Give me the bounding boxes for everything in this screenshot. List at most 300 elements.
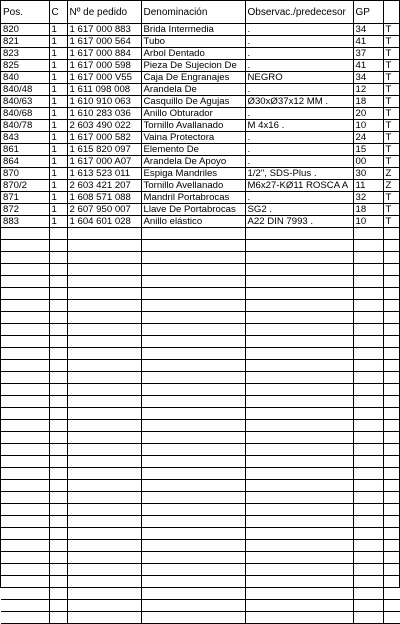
cell-order-number (67, 516, 141, 528)
table-row (1, 108, 400, 120)
cell-order-number: 1 610 910 063 (67, 96, 141, 108)
empty-row (1, 360, 400, 372)
cell-order-number: 2 603 490 022 (67, 120, 141, 132)
cell-notes (245, 372, 353, 384)
cell-c (49, 300, 67, 312)
cell-gp: 34 (353, 24, 383, 36)
cell-name (141, 324, 245, 336)
cell-gp (353, 228, 383, 240)
empty-row (1, 468, 400, 480)
cell-name (141, 408, 245, 420)
cell-pos (1, 456, 49, 468)
empty-row (1, 264, 400, 276)
cell-pos (1, 240, 49, 252)
cell-t: T (383, 132, 400, 144)
cell-c (49, 348, 67, 360)
table-row (1, 36, 400, 48)
cell-name (141, 456, 245, 468)
cell-gp: 18 (353, 96, 383, 108)
cell-gp (353, 528, 383, 540)
cell-c: 1 (49, 60, 67, 72)
cell-name: Mandril Portabrocas (141, 192, 245, 204)
cell-t (383, 384, 400, 396)
empty-row (1, 372, 400, 384)
cell-gp (353, 588, 383, 600)
cell-c (49, 432, 67, 444)
cell-notes (245, 288, 353, 300)
cell-order-number: 2 607 950 007 (67, 204, 141, 216)
table-row (1, 96, 400, 108)
cell-c: 1 (49, 192, 67, 204)
header-t (383, 1, 400, 24)
cell-pos (1, 312, 49, 324)
cell-gp: 12 (353, 84, 383, 96)
cell-pos (1, 420, 49, 432)
cell-notes (245, 276, 353, 288)
cell-c: 1 (49, 24, 67, 36)
cell-notes (245, 444, 353, 456)
cell-order-number (67, 240, 141, 252)
cell-gp (353, 516, 383, 528)
cell-name: Tubo (141, 36, 245, 48)
cell-pos (1, 372, 49, 384)
cell-gp (353, 360, 383, 372)
cell-order-number (67, 612, 141, 624)
cell-t: T (383, 48, 400, 60)
cell-gp: 30 (353, 168, 383, 180)
cell-notes: NEGRO (245, 72, 353, 84)
cell-c (49, 612, 67, 624)
cell-notes (245, 516, 353, 528)
empty-row (1, 336, 400, 348)
cell-t (383, 564, 400, 576)
cell-gp (353, 288, 383, 300)
cell-gp: 32 (353, 192, 383, 204)
cell-pos (1, 588, 49, 600)
cell-notes (245, 252, 353, 264)
cell-notes: . (245, 24, 353, 36)
cell-c (49, 468, 67, 480)
cell-notes: . (245, 144, 353, 156)
cell-c (49, 372, 67, 384)
cell-gp: 10 (353, 120, 383, 132)
cell-name: Casquillo De Agujas (141, 96, 245, 108)
cell-order-number (67, 564, 141, 576)
cell-t: T (383, 144, 400, 156)
cell-t: T (383, 36, 400, 48)
empty-row (1, 324, 400, 336)
cell-notes: . (245, 60, 353, 72)
cell-order-number (67, 588, 141, 600)
cell-order-number (67, 276, 141, 288)
cell-c (49, 264, 67, 276)
cell-order-number: 1 615 820 097 (67, 144, 141, 156)
empty-row (1, 312, 400, 324)
table-row (1, 132, 400, 144)
table-row (1, 216, 400, 228)
cell-order-number (67, 420, 141, 432)
cell-pos (1, 264, 49, 276)
cell-gp: 20 (353, 108, 383, 120)
cell-pos (1, 408, 49, 420)
cell-order-number (67, 408, 141, 420)
cell-gp: 41 (353, 36, 383, 48)
cell-order-number (67, 372, 141, 384)
cell-t: T (383, 120, 400, 132)
empty-row (1, 252, 400, 264)
cell-notes: . (245, 132, 353, 144)
cell-name (141, 384, 245, 396)
cell-name (141, 540, 245, 552)
cell-c (49, 540, 67, 552)
cell-order-number (67, 252, 141, 264)
cell-c (49, 228, 67, 240)
empty-row (1, 288, 400, 300)
cell-gp (353, 252, 383, 264)
cell-notes (245, 240, 353, 252)
cell-pos (1, 348, 49, 360)
cell-pos: 843 (1, 132, 49, 144)
cell-gp (353, 372, 383, 384)
cell-t (383, 336, 400, 348)
cell-notes (245, 612, 353, 624)
cell-t (383, 576, 400, 588)
empty-row (1, 408, 400, 420)
table-row (1, 180, 400, 192)
cell-t (383, 552, 400, 564)
cell-notes (245, 312, 353, 324)
cell-gp (353, 348, 383, 360)
cell-order-number: 1 608 571 088 (67, 192, 141, 204)
header-notes: Observac./predecesor (245, 1, 353, 24)
cell-t (383, 300, 400, 312)
cell-name (141, 576, 245, 588)
cell-pos (1, 336, 49, 348)
cell-c (49, 492, 67, 504)
empty-row (1, 564, 400, 576)
cell-t (383, 312, 400, 324)
cell-notes (245, 228, 353, 240)
cell-order-number (67, 348, 141, 360)
cell-order-number (67, 228, 141, 240)
empty-row (1, 384, 400, 396)
cell-c (49, 252, 67, 264)
cell-gp (353, 336, 383, 348)
cell-c (49, 288, 67, 300)
cell-gp (353, 420, 383, 432)
table-row (1, 84, 400, 96)
cell-gp (353, 384, 383, 396)
cell-order-number (67, 264, 141, 276)
cell-name (141, 612, 245, 624)
cell-name: Arandela De (141, 84, 245, 96)
cell-gp: 37 (353, 48, 383, 60)
cell-order-number (67, 300, 141, 312)
cell-name (141, 312, 245, 324)
cell-name (141, 276, 245, 288)
cell-t (383, 396, 400, 408)
empty-row (1, 612, 400, 624)
cell-order-number (67, 468, 141, 480)
cell-name (141, 264, 245, 276)
cell-pos (1, 276, 49, 288)
cell-pos: 840/78 (1, 120, 49, 132)
cell-order-number (67, 480, 141, 492)
cell-notes: Ø30xØ37x12 MM . (245, 96, 353, 108)
cell-t: T (383, 192, 400, 204)
empty-row (1, 540, 400, 552)
cell-gp (353, 432, 383, 444)
cell-c: 1 (49, 36, 67, 48)
cell-name: Pieza De Sujecion De (141, 60, 245, 72)
cell-notes (245, 528, 353, 540)
cell-t (383, 540, 400, 552)
empty-row (1, 480, 400, 492)
empty-row (1, 300, 400, 312)
cell-pos: 821 (1, 36, 49, 48)
empty-row (1, 588, 400, 600)
cell-gp (353, 504, 383, 516)
cell-t (383, 480, 400, 492)
cell-order-number: 2 603 421 207 (67, 180, 141, 192)
cell-notes (245, 540, 353, 552)
cell-notes: . (245, 192, 353, 204)
cell-name (141, 588, 245, 600)
header-gp: GP (353, 1, 383, 24)
cell-notes (245, 480, 353, 492)
cell-pos (1, 612, 49, 624)
cell-name (141, 492, 245, 504)
cell-pos (1, 504, 49, 516)
cell-t (383, 276, 400, 288)
cell-c (49, 240, 67, 252)
cell-c: 1 (49, 216, 67, 228)
cell-t (383, 288, 400, 300)
cell-t (383, 588, 400, 600)
cell-t: Z (383, 180, 400, 192)
cell-notes (245, 360, 353, 372)
cell-gp (353, 444, 383, 456)
cell-pos: 840 (1, 72, 49, 84)
table-row (1, 48, 400, 60)
cell-pos: 871 (1, 192, 49, 204)
cell-order-number (67, 432, 141, 444)
empty-row (1, 348, 400, 360)
cell-gp: 11 (353, 180, 383, 192)
cell-t (383, 408, 400, 420)
cell-gp (353, 408, 383, 420)
cell-pos (1, 384, 49, 396)
cell-gp (353, 552, 383, 564)
cell-c (49, 564, 67, 576)
cell-c: 1 (49, 84, 67, 96)
cell-notes (245, 420, 353, 432)
cell-t (383, 516, 400, 528)
cell-name: Arandela De Apoyo (141, 156, 245, 168)
cell-gp (353, 264, 383, 276)
cell-order-number (67, 444, 141, 456)
cell-t (383, 600, 400, 612)
empty-row (1, 420, 400, 432)
cell-t (383, 612, 400, 624)
empty-row (1, 396, 400, 408)
cell-gp (353, 576, 383, 588)
cell-name (141, 564, 245, 576)
cell-c (49, 552, 67, 564)
cell-c (49, 504, 67, 516)
cell-c: 1 (49, 48, 67, 60)
cell-gp (353, 276, 383, 288)
cell-t (383, 432, 400, 444)
cell-t: T (383, 216, 400, 228)
cell-gp (353, 468, 383, 480)
cell-name: Caja De Engranajes (141, 72, 245, 84)
cell-name (141, 600, 245, 612)
cell-gp: 10 (353, 216, 383, 228)
table-row (1, 144, 400, 156)
cell-order-number: 1 610 283 036 (67, 108, 141, 120)
cell-t (383, 228, 400, 240)
cell-t: Z (383, 168, 400, 180)
cell-name: Tornillo Avellanado (141, 180, 245, 192)
cell-c (49, 516, 67, 528)
cell-t (383, 528, 400, 540)
cell-pos: 861 (1, 144, 49, 156)
cell-c: 1 (49, 108, 67, 120)
cell-pos (1, 564, 49, 576)
cell-name (141, 552, 245, 564)
cell-gp (353, 312, 383, 324)
cell-pos (1, 528, 49, 540)
cell-pos (1, 288, 49, 300)
cell-name (141, 504, 245, 516)
empty-row (1, 528, 400, 540)
table-row (1, 204, 400, 216)
header-pos: Pos. (1, 1, 49, 24)
cell-name: Espiga Mandriles (141, 168, 245, 180)
cell-pos (1, 576, 49, 588)
header-c: C (49, 1, 67, 24)
cell-order-number: 1 604 601 028 (67, 216, 141, 228)
cell-notes (245, 468, 353, 480)
cell-gp (353, 300, 383, 312)
table-row (1, 72, 400, 84)
cell-pos: 872 (1, 204, 49, 216)
cell-name: Vaina Protectora (141, 132, 245, 144)
cell-notes (245, 492, 353, 504)
cell-notes (245, 324, 353, 336)
cell-name (141, 372, 245, 384)
cell-order-number: 1 617 000 883 (67, 24, 141, 36)
cell-c (49, 480, 67, 492)
cell-t: T (383, 156, 400, 168)
cell-t (383, 492, 400, 504)
header-order-number: Nº de pedido (67, 1, 141, 24)
cell-name (141, 528, 245, 540)
cell-c (49, 312, 67, 324)
cell-pos (1, 228, 49, 240)
cell-gp: 15 (353, 144, 383, 156)
cell-notes (245, 504, 353, 516)
cell-notes (245, 396, 353, 408)
cell-notes: A22 DIN 7993 . (245, 216, 353, 228)
cell-order-number: 1 617 000 A07 (67, 156, 141, 168)
cell-t (383, 504, 400, 516)
cell-c (49, 600, 67, 612)
cell-t (383, 444, 400, 456)
cell-name (141, 420, 245, 432)
empty-row (1, 576, 400, 588)
cell-name (141, 444, 245, 456)
header-name: Denominación (141, 1, 245, 24)
cell-t (383, 468, 400, 480)
cell-t: T (383, 96, 400, 108)
cell-gp (353, 456, 383, 468)
cell-gp: 18 (353, 204, 383, 216)
empty-row (1, 600, 400, 612)
cell-order-number (67, 360, 141, 372)
cell-name: Arbol Dentado (141, 48, 245, 60)
cell-t (383, 264, 400, 276)
empty-row (1, 432, 400, 444)
cell-t (383, 324, 400, 336)
cell-pos: 870 (1, 168, 49, 180)
cell-gp (353, 540, 383, 552)
cell-c (49, 420, 67, 432)
cell-pos (1, 468, 49, 480)
cell-order-number: 1 617 000 582 (67, 132, 141, 144)
cell-notes: . (245, 156, 353, 168)
cell-name (141, 228, 245, 240)
cell-c (49, 276, 67, 288)
cell-c: 1 (49, 204, 67, 216)
table-row (1, 24, 400, 36)
cell-notes (245, 336, 353, 348)
cell-order-number (67, 528, 141, 540)
cell-c: 1 (49, 156, 67, 168)
cell-gp: 34 (353, 72, 383, 84)
cell-notes: 1/2", SDS-Plus . (245, 168, 353, 180)
cell-t (383, 372, 400, 384)
cell-gp: 00 (353, 156, 383, 168)
cell-notes (245, 588, 353, 600)
empty-row (1, 276, 400, 288)
cell-pos: 840/68 (1, 108, 49, 120)
cell-pos (1, 492, 49, 504)
cell-order-number: 1 617 000 884 (67, 48, 141, 60)
cell-name (141, 240, 245, 252)
cell-notes (245, 408, 353, 420)
table-row (1, 168, 400, 180)
cell-name: Brida Intermedia (141, 24, 245, 36)
cell-order-number (67, 492, 141, 504)
cell-order-number (67, 312, 141, 324)
cell-notes (245, 384, 353, 396)
cell-c (49, 588, 67, 600)
cell-t: T (383, 204, 400, 216)
cell-order-number (67, 600, 141, 612)
cell-notes (245, 456, 353, 468)
cell-t: T (383, 84, 400, 96)
cell-order-number (67, 576, 141, 588)
cell-name (141, 300, 245, 312)
cell-order-number: 1 617 000 598 (67, 60, 141, 72)
cell-gp (353, 612, 383, 624)
cell-pos (1, 480, 49, 492)
cell-pos (1, 300, 49, 312)
cell-order-number (67, 324, 141, 336)
cell-notes: . (245, 84, 353, 96)
